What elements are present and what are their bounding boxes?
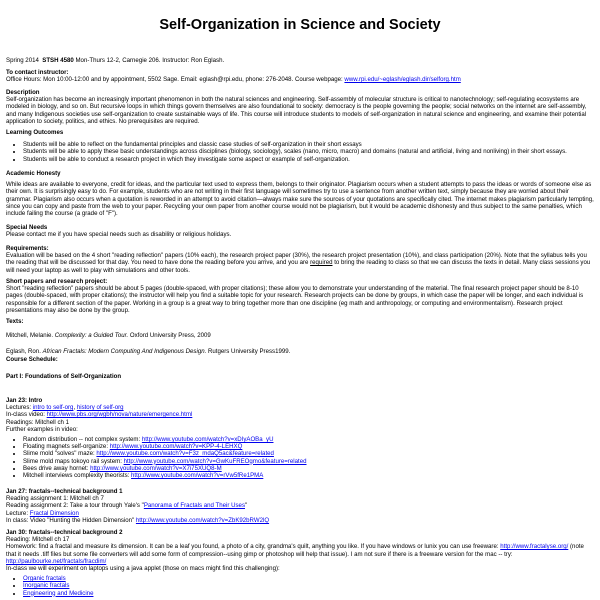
papers-text: Short "reading reflection" papers should be about 5 pages (double-spaced, with proper citations); these allow you to demonstrate your understanding of the material. The final research project paper should be 8-10 pages (double-spaced, with proper citations); the instructor will help you find a suitable topic for your research. Research projects can be done by groups, in which case the paper will be longer, and each individual is responsible for a different section of the paper. Working in a group is a great way to bring together more than one discipline (eg math and anthropology, or computing and environmentalism). Research project presentations may also be done by the group. xyxy=(6,285,584,314)
honesty-text: While ideas are available to everyone, credit for ideas, and the particular text used to express them, belongs to their originator. Plagiarism occurs when a student attempts to pass the ideas or words of someone else as their own. It is surprisingly easy to do. For example, students who are not writing in their first language will sometimes try to use a sentence from another written text, simply because they are worried about their grammar. Plagiarism also occurs when a quotation is reworded in an attempt to avoid citation—always make sure the sources of your quotations are specifically cited. The internet makes plagiarism particularly tempting, since you can copy and paste from the web to your paper. Recycling your own paper from another course would not be plagiarism, but it would be academic dishonesty and thus subject to the same penalties, which include failing the course (a grade of "F"). xyxy=(6,181,594,218)
applet-link[interactable]: Organic fractals xyxy=(23,575,66,583)
example-link[interactable]: http://www.youtube.com/watch?v=X7i75XUQ8-M xyxy=(90,464,222,472)
text-2-publisher: Rutgers University Press1999. xyxy=(208,348,291,356)
applet-link[interactable]: Inorganic fractals xyxy=(23,582,70,590)
texts-section xyxy=(6,318,594,356)
text-2-author: Eglash, Ron. xyxy=(6,348,41,356)
jan23-readings: Readings: Mitchell ch 1 xyxy=(6,418,69,426)
schedule-section xyxy=(6,356,594,380)
description-heading: Description xyxy=(6,89,40,96)
special-needs-text: Please contact me if you have special needs such as disability or religious holidays. xyxy=(6,231,232,239)
example-link[interactable]: http://www.youtube.com/watch?v=rVw5fRe1PMA xyxy=(131,472,264,480)
applet-link[interactable]: Engineering and Medicine xyxy=(23,589,94,597)
requirements-text-b: to bring the reading to class so that we can discuss the texts in detail. Many class sessions you will need your laptop as well to play with simulations and other tools. xyxy=(6,259,591,274)
outcomes-list xyxy=(6,141,594,163)
reading2-text: Reading assignment 2: Take a tour through Yale's " xyxy=(6,502,144,510)
part-heading: Part I: Foundations of Self-Organization xyxy=(6,373,122,381)
jan30-homework xyxy=(6,543,594,565)
outcomes-section xyxy=(6,129,594,163)
jan30-in-class: In-class we will experiment on laptops using a java applet (those on macs might find this challenging): xyxy=(6,565,280,573)
text-2 xyxy=(6,348,594,355)
jan30-applet-list xyxy=(6,575,594,597)
reading2-quote: " xyxy=(245,502,248,510)
jan23-lectures: Lectures: intro to self-org, history of self-org xyxy=(6,404,124,412)
required-underlined: required xyxy=(310,259,333,267)
list-item: • Students will be able to apply these basic understandings across disciplines (biology, sociology), scales (nano, micro, macro) and domains (natural and artificial, living and nonliving) in their short essays. xyxy=(23,148,594,155)
jan23-section xyxy=(6,397,594,479)
jan23-heading: Jan 23: Intro xyxy=(6,397,43,404)
jan30-reading: Reading: Mitchell ch 17 xyxy=(6,536,70,544)
jan30-section xyxy=(6,529,594,597)
video-link[interactable]: http://www.pbs.org/wgbh/nova/nature/emergence.html xyxy=(46,411,193,419)
list-item: • Students will be able to conduct a research project in which they investigate some aspect or example of self-organization. xyxy=(23,156,594,163)
item-label: Slime mold "solves" maze: xyxy=(23,450,95,458)
special-needs-section xyxy=(6,224,594,238)
list-item xyxy=(23,465,594,472)
lectures-label: Lectures: xyxy=(6,404,32,412)
requirements-text-a: Evaluation will be based on the 4 short "reading reflection" papers (10% each), the research project paper (30%), the research project presentation (10%), and class participation (20%). Note that the syllabus tells you the reading that will be discussed for that day. You need to have done the reading before you arrive, and you are xyxy=(6,252,587,267)
fractalyse-link[interactable]: http://www.fractalyse.org/ xyxy=(500,543,569,551)
item-label: Slime mold maps tokoyo rail system: xyxy=(23,457,122,465)
list-item xyxy=(23,458,594,465)
list-item xyxy=(23,582,594,589)
jan27-heading: Jan 27: fractals--technical background 1 xyxy=(6,488,123,495)
course-details: Mon-Thurs 12-2, Carnegie 206. Instructor: Ron Eglash. xyxy=(75,57,225,64)
video-label: In-class video: xyxy=(6,411,45,419)
outcomes-heading: Learning Outcomes xyxy=(6,129,64,136)
jan23-examples-list xyxy=(6,436,594,479)
panorama-link[interactable]: Panorama of Fractals and Their Uses xyxy=(143,502,245,510)
hidden-dimension-link[interactable]: http://www.youtube.com/watch?v=ZbK92bRW2lQ xyxy=(135,516,270,524)
text-1-title: Complexity: a Guided Tour. xyxy=(54,332,129,340)
example-link[interactable]: http://www.youtube.com/watch?v=KPP-4-LEHXQ xyxy=(109,443,243,451)
contact-heading: To contact instructor: xyxy=(6,69,69,76)
list-item xyxy=(23,472,594,479)
jan27-in-class xyxy=(6,517,594,524)
course-code: STSH 4580 xyxy=(42,57,74,64)
course-info xyxy=(6,57,594,64)
item-label: Mitchell interviews complexity theorists: xyxy=(23,472,130,480)
special-needs-heading: Special Needs xyxy=(6,224,48,231)
jan27-reading-1: Reading assignment 1: Mitchell ch 7 xyxy=(6,495,104,503)
paulbourke-link[interactable]: http://paulbourke.net/fractals/fracdim/ xyxy=(6,557,107,565)
course-webpage-link[interactable]: www.rpi.edu/~eglash/eglash.dir/selforg.htm xyxy=(344,76,461,84)
papers-section xyxy=(6,278,594,314)
description-section xyxy=(6,89,594,125)
lecture-link[interactable]: intro to self-org xyxy=(32,404,74,412)
jan27-lecture xyxy=(6,510,594,517)
list-item xyxy=(23,436,594,443)
list-item xyxy=(23,575,594,582)
jan30-heading: Jan 30: fractals--technical background 2 xyxy=(6,529,123,536)
contact-section xyxy=(6,69,594,83)
item-label: Bees drive away hornet: xyxy=(23,464,89,472)
requirements-heading: Requirements: xyxy=(6,245,49,252)
fractal-dimension-link[interactable]: Fractal Dimension xyxy=(29,509,79,517)
list-item xyxy=(23,443,594,450)
contact-text: Office Hours: Mon 10:00-12:00 and by appointment, 5502 Sage. Email: eglash@rpi.edu, phone: 276-2048. Course webpage: xyxy=(6,76,343,84)
text-1-publisher: Oxford University Press, 2009 xyxy=(129,332,211,340)
example-link[interactable]: http://www.youtube.com/watch?v=xDIyAOBa_yU xyxy=(141,436,274,444)
course-term: Spring 2014 xyxy=(6,57,39,64)
description-text: Self-organization has become an increasingly important phenomenon in both the natural sciences and engineering. Self-assembly of molecular structure is critical to nanotechnology; self-regulating ecosystems are modeled in biology, and so on. But recursive loops in which things govern themselves are also foundational to society: democracy is the people governing the people; social networks on the internet are self-assembly, and many Indigenous societies use self-organization to create sustainable ways of life. This course will introduce students to models of self-organization in natural science and engineering, and examine their potential application to society, politics, and ethics. No prerequisites are required. xyxy=(6,96,587,125)
text-2-title: African Fractals: Modern Computing And Indigenous Design. xyxy=(42,348,207,356)
honesty-heading: Academic Honesty xyxy=(6,170,61,177)
requirements-section xyxy=(6,245,594,274)
jan23-further: Further examples in video: xyxy=(6,425,78,433)
example-link[interactable]: http://www.youtube.com/watch?v=GwKuFREOgmo&feature=related xyxy=(123,457,307,465)
item-label: Floating magnets self-organize: xyxy=(23,443,109,451)
lecture-link[interactable]: history of self-org xyxy=(76,404,124,412)
item-label: Random distribution -- not complex system: xyxy=(23,436,141,444)
jan27-section xyxy=(6,488,594,524)
text-1-author: Mitchell, Melanie. xyxy=(6,332,54,340)
text-1 xyxy=(6,332,594,339)
texts-heading: Texts: xyxy=(6,318,24,325)
list-item xyxy=(23,450,594,457)
list-item xyxy=(23,590,594,597)
papers-heading: Short papers and research project: xyxy=(6,278,108,285)
schedule-heading: Course Schedule: xyxy=(6,356,58,363)
in-class-label: In class: Video "Hunting the Hidden Dimension" xyxy=(6,516,135,524)
honesty-section xyxy=(6,170,594,217)
page-title: Self-Organization in Science and Society xyxy=(159,17,441,33)
homework-text-a: Homework: find a fractal and measure its dimension. It can be a leaf you found, a photo of a city, grandma's quilt, anything you like. If you have windows or lunix you can use freeware: xyxy=(6,543,499,551)
requirements-text xyxy=(6,252,594,274)
jan27-reading-2 xyxy=(6,502,594,509)
lecture-label: Lecture: xyxy=(6,509,29,517)
jan23-video xyxy=(6,411,594,418)
homework-text-b: (note that it needs .tiff files but some file converters will add some form of compression--using gimp or photoshop will help that issue). I am not sure if there is a freeware version for the mac -- try: xyxy=(6,543,584,558)
example-link[interactable]: http://www.youtube.com/watch?v=F3z_mdaQ5ac&feature=related xyxy=(96,450,274,458)
list-item: • Students will be able to reflect on the fundamental principles and classic case studies of self-organization in their short essays xyxy=(23,141,594,148)
